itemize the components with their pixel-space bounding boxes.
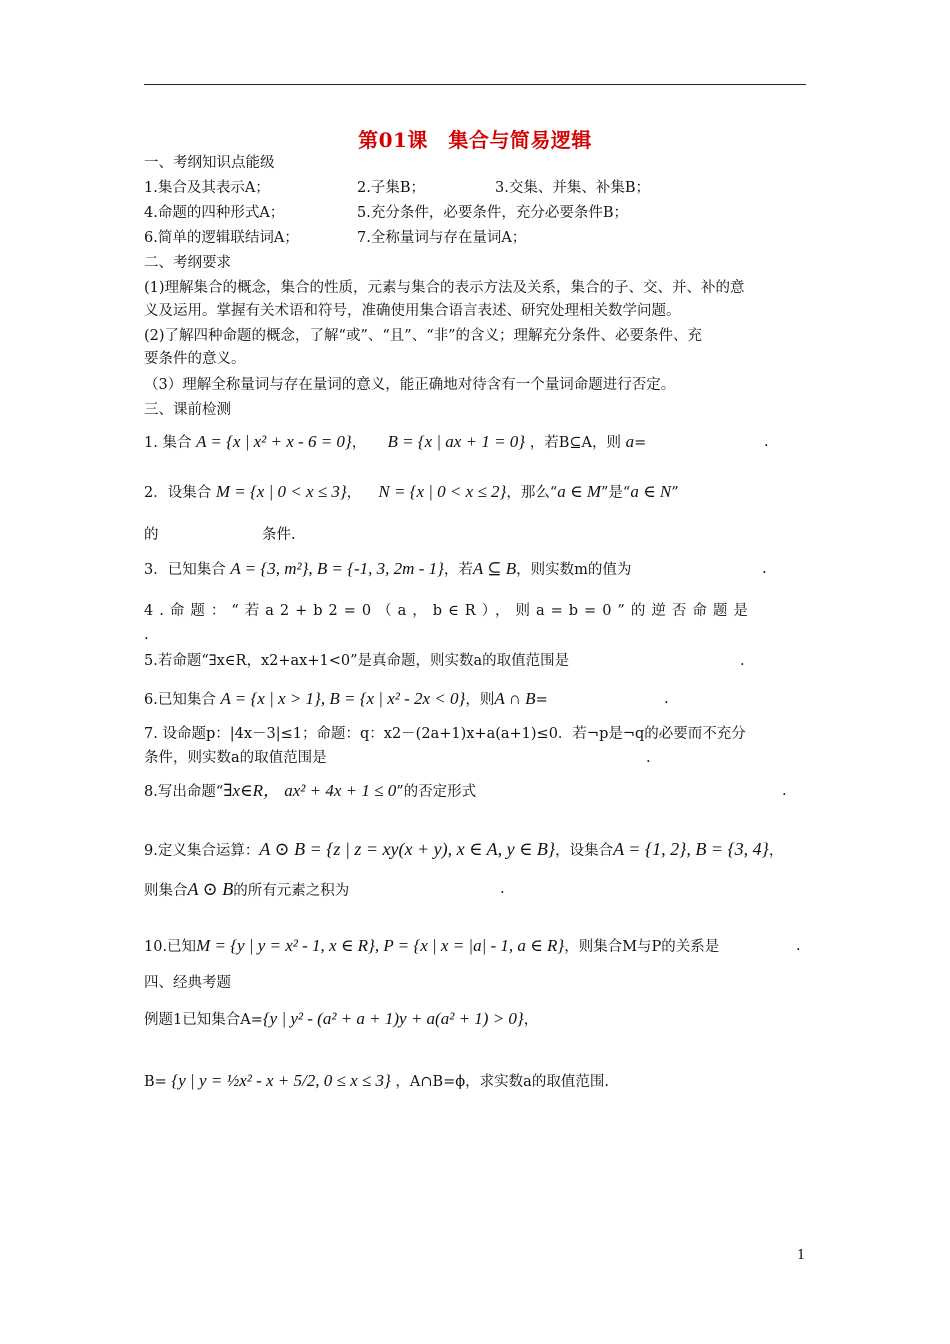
- math-set-A: A = {x | x² + x - 6 = 0}: [196, 432, 352, 451]
- requirement-2b: 要条件的意义。: [144, 351, 246, 367]
- section-heading-3: 三、课前检测: [144, 402, 231, 418]
- section-heading-1: 一、考纲知识点能级: [144, 155, 275, 171]
- requirement-3: （3）理解全称量词与存在量词的意义，能正确地对待含有一个量词命题进行否定。: [144, 377, 676, 393]
- page-title: 第01课 集合与简易逻辑: [358, 128, 592, 152]
- question-10: 10.已知M = {y | y = x² - 1, x ∈ R}, P = {x | x = |a| - 1, a ∈ R}，则集合M与P的关系是 .: [144, 936, 801, 955]
- math-q10: M = {y | y = x² - 1, x ∈ R}, P = {x | x = |a| - 1, a ∈ R}: [196, 936, 565, 955]
- question-2-line2: 的 条件.: [144, 527, 296, 543]
- knowledge-row-1: [144, 177, 650, 199]
- question-9: 9.定义集合运算：A ⊙ B = {z | z = xy(x + y), x ∈ A, y ∈ B}，设集合A = {1, 2}, B = {3, 4}，: [144, 839, 784, 859]
- question-2: 2．设集合 M = {x | 0 < x ≤ 3}， N = {x | 0 < x ≤ 2}，那么“a ∈ M”是“a ∈ N”: [144, 482, 679, 501]
- item-1: 1.集合及其表示A；: [144, 180, 270, 196]
- math-q6-sets: A = {x | x > 1}, B = {x | x² - 2x < 0}: [220, 689, 466, 708]
- question-4: 4.命题：“若a2+b2=0（a，b∈R），则a=b=0”的逆否命题是: [144, 603, 754, 619]
- example-1-line2: B= {y | y = ½x² - x + 5/2, 0 ≤ x ≤ 3} ，A∩B=ϕ，求实数a的取值范围.: [144, 1071, 609, 1090]
- math-ex1-A: {y | y² - (a² + a + 1)y + a(a² + 1) > 0}: [262, 1009, 524, 1028]
- question-6: 6.已知集合 A = {x | x > 1}, B = {x | x² - 2x < 0}，则A ∩ B= .: [144, 689, 669, 708]
- question-9-line2: 则集合A ⊙ B的所有元素之积为 .: [144, 879, 505, 899]
- question-7-line1: 7. 设命题p：|4x－3|≤1；命题：q：x2－(2a+1)x+a(a+1)≤0．若¬p是¬q的必要而不充分: [144, 726, 746, 742]
- math-set-M: M = {x | 0 < x ≤ 3}: [215, 482, 347, 501]
- item-7: 7.全称量词与存在量词A；: [357, 230, 527, 246]
- math-q8: ∃x∈R， ax² + 4x + 1 ≤ 0: [223, 781, 397, 800]
- question-3: 3．已知集合 A = {3, m²}, B = {-1, 3, 2m - 1}，若A ⊆ B，则实数m的值为 .: [144, 559, 767, 578]
- item-4: 4.命题的四种形式A；: [144, 205, 285, 221]
- math-ex1-B: {y | y = ½x² - x + 5/2, 0 ≤ x ≤ 3}: [171, 1071, 391, 1090]
- question-5: 5.若命题“∃x∈R，x2+ax+1<0”是真命题，则实数a的取值范围是 .: [144, 653, 745, 669]
- requirement-1b: 义及运用。掌握有关术语和符号，准确使用集合语言表述、研究处理相关数学问题。: [144, 303, 681, 319]
- header-rule: [144, 84, 806, 85]
- item-5: 5.充分条件，必要条件，充分必要条件B；: [357, 205, 628, 221]
- math-set-B: B = {x | ax + 1 = 0}: [387, 432, 526, 451]
- section-heading-4: 四、经典考题: [144, 975, 231, 991]
- math-set-N: N = {x | 0 < x ≤ 2}: [378, 482, 507, 501]
- item-2: 2.子集B；: [357, 180, 425, 196]
- knowledge-row-2: [144, 202, 628, 224]
- knowledge-row-3: [144, 227, 527, 249]
- question-1: 1. 集合 A = {x | x² + x - 6 = 0}， B = {x | ax + 1 = 0} ，若B⊆A，则 a= .: [144, 432, 769, 451]
- example-1-line1: 例题1已知集合A={y | y² - (a² + a + 1)y + a(a² + 1) > 0}，: [144, 1009, 539, 1028]
- page-number: 1: [797, 1248, 806, 1263]
- math-q3-sets: A = {3, m²}, B = {-1, 3, 2m - 1}: [230, 559, 444, 578]
- math-q9-def: A ⊙ B = {z | z = xy(x + y), x ∈ A, y ∈ B}: [259, 839, 556, 859]
- item-3: 3.交集、并集、补集B；: [495, 180, 650, 196]
- requirement-1a: (1)理解集合的概念，集合的性质，元素与集合的表示方法及关系，集合的子、交、并、补的意: [144, 280, 745, 296]
- item-6: 6.简单的逻辑联结词A；: [144, 230, 299, 246]
- math-q9-sets: A = {1, 2}, B = {3, 4}: [613, 839, 769, 859]
- requirement-2a: (2)了解四种命题的概念，了解“或”、“且”、“非”的含义；理解充分条件、必要条件、充: [144, 328, 703, 344]
- question-7-line2: 条件，则实数a的取值范围是 .: [144, 750, 651, 766]
- question-8: 8.写出命题“∃x∈R， ax² + 4x + 1 ≤ 0”的否定形式 .: [144, 781, 787, 800]
- section-heading-2: 二、考纲要求: [144, 255, 231, 271]
